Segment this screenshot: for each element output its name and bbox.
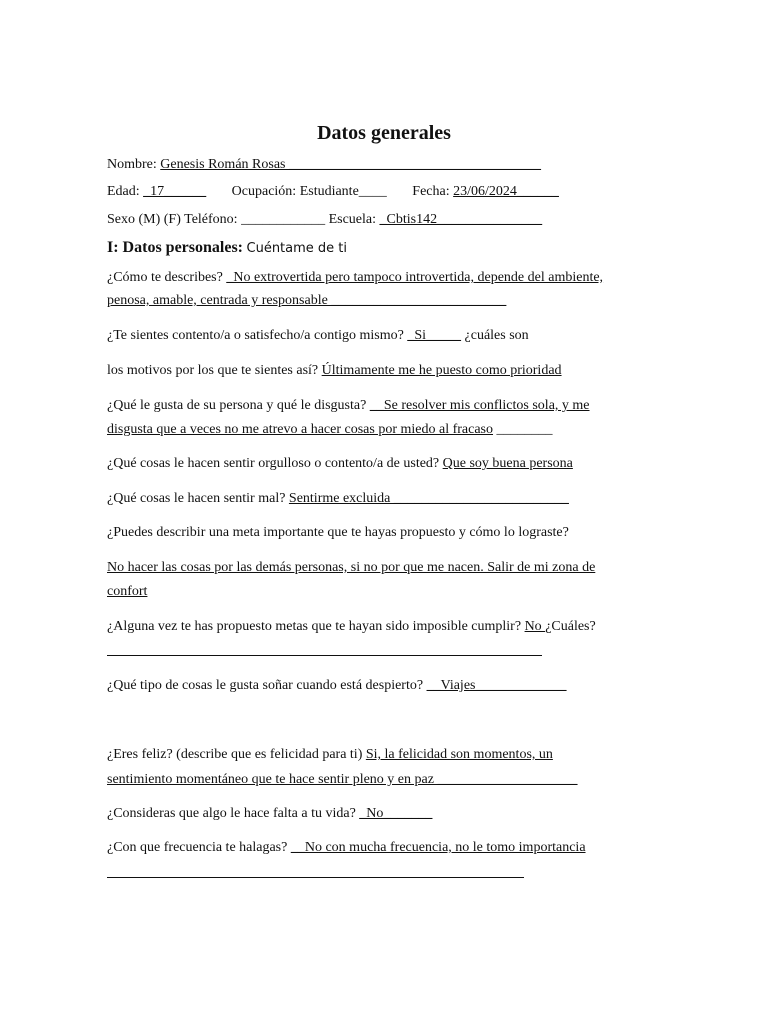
q1-question: ¿Cómo te describes? <box>107 270 227 285</box>
q2-answer2: Últimamente me he puesto como prioridad <box>321 363 562 378</box>
edad-value: _17______ <box>143 184 207 199</box>
q11-answer: __No con mucha frecuencia, no le tomo importancia <box>290 840 586 855</box>
q11-question: ¿Con que frecuencia te halagas? <box>107 840 291 855</box>
q2-question-cont: ¿cuáles son <box>461 328 529 343</box>
edad-label: Edad: <box>107 184 144 199</box>
ocupacion-value: Estudiante____ <box>299 184 387 199</box>
q2-question: ¿Te sientes contento/a o satisfecho/a contigo mismo? <box>107 328 408 343</box>
q1-answer-line2: penosa, amable, centrada y responsable _________________________ <box>107 293 507 308</box>
escuela-value: _Cbtis142_______________ <box>379 212 543 227</box>
q5-answer: Sentirme excluida _________________________ <box>288 491 569 506</box>
sexo-telefono-escuela-line <box>107 211 542 229</box>
q2-line <box>107 327 529 345</box>
q5-question: ¿Qué cosas le hacen sentir mal? <box>107 491 289 506</box>
q3-line <box>107 397 590 415</box>
q4-question: ¿Qué cosas le hacen sentir orgulloso o contento/a de usted? <box>107 456 443 471</box>
q4-line <box>107 455 573 473</box>
q1-line <box>107 269 603 287</box>
q6-answer-line2: confort <box>107 584 148 599</box>
nombre-label: Nombre: <box>107 157 161 172</box>
q9-answer-line2: sentimiento momentáneo que te hace sentir pleno y en paz ____________________ <box>107 772 578 787</box>
q2-line2 <box>107 362 562 380</box>
q7-question: ¿Alguna vez te has propuesto metas que te hayan sido imposible cumplir? <box>107 619 525 634</box>
fecha-label: Fecha: <box>412 184 454 199</box>
q9-line <box>107 746 553 764</box>
nombre-line <box>107 156 541 174</box>
q7-question-cont: ¿Cuáles? <box>545 619 596 634</box>
q7-answer: No <box>524 619 546 634</box>
fecha-value: 23/06/2024______ <box>453 184 559 199</box>
escuela-label: Escuela: <box>328 212 380 227</box>
section-heading-line <box>107 239 347 258</box>
q2-answer: _Si_____ <box>407 328 462 343</box>
q3-line2 <box>107 421 553 439</box>
q9-answer-line1: Si, la felicidad son momentos, un <box>365 747 553 762</box>
q11-line <box>107 839 586 857</box>
q11-answer-blank-rule <box>107 877 524 878</box>
q10-line <box>107 805 432 823</box>
q1-answer-line1: _No extrovertida pero tampoco introvertida, depende del ambiente, <box>226 270 604 285</box>
q3-answer-line2-tail: ________ <box>493 422 553 437</box>
q10-answer: _No_______ <box>359 806 433 821</box>
q5-line <box>107 490 569 508</box>
page-title: Datos generales <box>317 122 451 144</box>
q4-answer: Que soy buena persona <box>442 456 573 471</box>
q8-line <box>107 677 567 695</box>
sexo-telefono-text: Sexo (M) (F) Teléfono: ____________ <box>107 212 329 227</box>
q6-question: ¿Puedes describir una meta importante que te hayas propuesto y cómo lo lograste? <box>107 525 569 540</box>
section-subtitle: Cuéntame de ti <box>246 241 348 256</box>
q2-question-line2: los motivos por los que te sientes así? <box>107 363 322 378</box>
q6-answer-line1: No hacer las cosas por las demás personas, si no por que me nacen. Salir de mi zona de <box>107 560 596 575</box>
nombre-value: Genesis Román Rosas ____________________________________ <box>160 157 541 172</box>
q8-answer: __Viajes_____________ <box>426 678 567 693</box>
q7-line <box>107 618 596 636</box>
q7-answer-blank-rule <box>107 655 542 656</box>
edad-ocupacion-fecha-line <box>107 183 559 201</box>
q3-answer-line2: disgusta que a veces no me atrevo a hacer cosas por miedo al fracaso <box>107 422 494 437</box>
q3-answer-line1: __Se resolver mis conflictos sola, y me <box>369 398 590 413</box>
section-heading: I: Datos personales: <box>107 239 243 256</box>
q9-question: ¿Eres feliz? (describe que es felicidad para ti) <box>107 747 366 762</box>
q8-question: ¿Qué tipo de cosas le gusta soñar cuando está despierto? <box>107 678 427 693</box>
ocupacion-label: Ocupación: <box>231 184 300 199</box>
q10-question: ¿Consideras que algo le hace falta a tu vida? <box>107 806 360 821</box>
q3-question: ¿Qué le gusta de su persona y qué le disgusta? <box>107 398 370 413</box>
